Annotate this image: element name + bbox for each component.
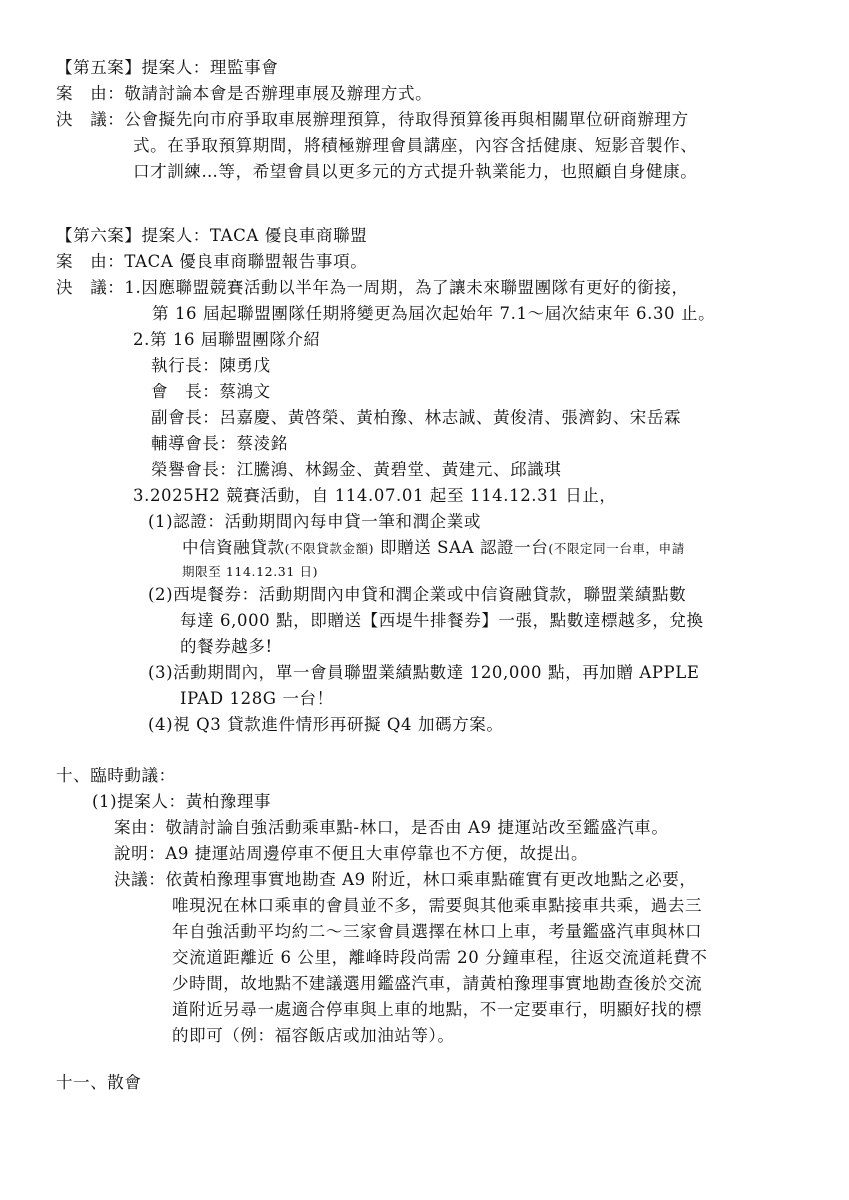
sub3-line: IPAD 128G 一台！ bbox=[180, 689, 334, 708]
resolution-label: 決 議： bbox=[56, 278, 125, 297]
case6-resolution bbox=[56, 276, 689, 300]
case6-header: 【第六案】提案人：TACA 優良車商聯盟 bbox=[56, 226, 368, 245]
resolution-line: 道附近另尋一處適合停車與上車的地點，不一定要車行，明顯好找的標 bbox=[172, 1000, 703, 1019]
case5-reason bbox=[56, 82, 432, 106]
section11-title: 十一、散會 bbox=[56, 1073, 142, 1092]
sub4-line: (4)視 Q3 貸款進件情形再研擬 Q4 加碼方案。 bbox=[148, 715, 504, 734]
sub1-note: (不限貸款金額) bbox=[284, 541, 375, 556]
resolution-line: 年自強活動平均約二～三家會員選擇在林口上車，考量鑑盛汽車與林口 bbox=[172, 922, 703, 941]
team-member: 榮譽會長：江騰鴻、林錫金、黃碧堂、黃建元、邱識琪 bbox=[151, 460, 562, 479]
sub2-line: 的餐券越多! bbox=[180, 637, 273, 656]
reason-label: 案 由： bbox=[56, 84, 125, 103]
reason-text: 敬請討論本會是否辦理車展及辦理方式。 bbox=[124, 84, 433, 103]
section10-resolution bbox=[114, 868, 697, 892]
sub3-line: (3)活動期間內，單一會員聯盟業績點數達 120,000 點，再加贈 APPLE bbox=[148, 663, 700, 682]
item3-title: 3.2025H2 競賽活動，自 114.07.01 起至 114.12.31 日止， bbox=[133, 486, 617, 505]
section10-explain bbox=[114, 842, 588, 866]
sub1-text: 中信資融貸款 bbox=[182, 538, 285, 557]
sub1-line bbox=[182, 536, 685, 560]
item1-line: 1.因應聯盟競賽活動以半年為一周期，為了讓未來聯盟團隊有更好的銜接， bbox=[124, 278, 689, 297]
case6-reason bbox=[56, 250, 367, 274]
item2-title: 2.第 16 屆聯盟團隊介紹 bbox=[133, 330, 321, 349]
team-member: 執行長：陳勇戊 bbox=[151, 356, 271, 375]
sub2-line: 每達 6,000 點，即贈送【西堤牛排餐券】一張，點數達標越多，兌換 bbox=[180, 611, 704, 630]
resolution-line: 口才訓練…等，希望會員以更多元的方式提升執業能力，也照顧自身健康。 bbox=[133, 162, 698, 181]
resolution-label: 決議： bbox=[114, 870, 166, 889]
resolution-line: 式。在爭取預算期間，將積極辦理會員講座，內容含括健康、短影音製作、 bbox=[133, 136, 698, 155]
explain-text: A9 捷運站周邊停車不便且大車停靠也不方便，故提出。 bbox=[165, 844, 589, 863]
section10-proposer: (1)提案人：黃柏豫理事 bbox=[92, 792, 272, 811]
team-member: 輔導會長：蔡淩銘 bbox=[151, 434, 288, 453]
explain-label: 說明： bbox=[114, 844, 166, 863]
resolution-line: 依黃柏豫理事實地勘查 A9 附近，林口乘車點確實有更改地點之必要， bbox=[165, 870, 697, 889]
section10-title: 十、臨時動議： bbox=[56, 766, 176, 785]
case5-header: 【第五案】提案人：理監事會 bbox=[56, 58, 279, 77]
sub1-text: 即贈送 SAA 認證一台 bbox=[374, 538, 549, 557]
resolution-line: 公會擬先向市府爭取車展辦理預算，待取得預算後再與相關單位研商辦理方 bbox=[124, 110, 689, 129]
sub1-line: (1)認證：活動期間內每申貸一筆和潤企業或 bbox=[148, 512, 481, 531]
reason-label: 案 由： bbox=[56, 252, 125, 271]
section10-reason bbox=[114, 816, 669, 840]
resolution-label: 決 議： bbox=[56, 110, 125, 129]
resolution-line: 交流道距離近 6 公里，離峰時段尚需 20 分鐘車程，往返交流道耗費不 bbox=[172, 948, 708, 967]
sub2-line: (2)西堤餐券：活動期間內申貸和潤企業或中信資融貸款，聯盟業績點數 bbox=[148, 585, 687, 604]
reason-label: 案由： bbox=[114, 818, 166, 837]
reason-text: 敬請討論自強活動乘車點-林口，是否由 A9 捷運站改至鑑盛汽車。 bbox=[165, 818, 669, 837]
sub1-note: 期限至 114.12.31 日) bbox=[182, 564, 319, 579]
resolution-line: 的即可（例：福容飯店或加油站等）。 bbox=[172, 1026, 455, 1045]
reason-text: TACA 優良車商聯盟報告事項。 bbox=[124, 252, 368, 271]
resolution-line: 唯現況在林口乘車的會員並不多，需要與其他乘車點接車共乘，過去三 bbox=[172, 896, 703, 915]
resolution-line: 少時間，故地點不建議選用鑑盛汽車，請黃柏豫理事實地勘查後於交流 bbox=[172, 974, 703, 993]
team-member: 會 長：蔡鴻文 bbox=[151, 382, 271, 401]
item1-line: 第 16 屆起聯盟團隊任期將變更為屆次起始年 7.1～屆次結束年 6.30 止。 bbox=[152, 304, 716, 323]
case5-resolution bbox=[56, 108, 689, 132]
sub1-note: (不限定同一台車，申請 bbox=[548, 541, 685, 556]
team-member: 副會長：呂嘉慶、黃啓榮、黃柏豫、林志誠、黃俊清、張濟鈞、宋岳霖 bbox=[151, 408, 682, 427]
